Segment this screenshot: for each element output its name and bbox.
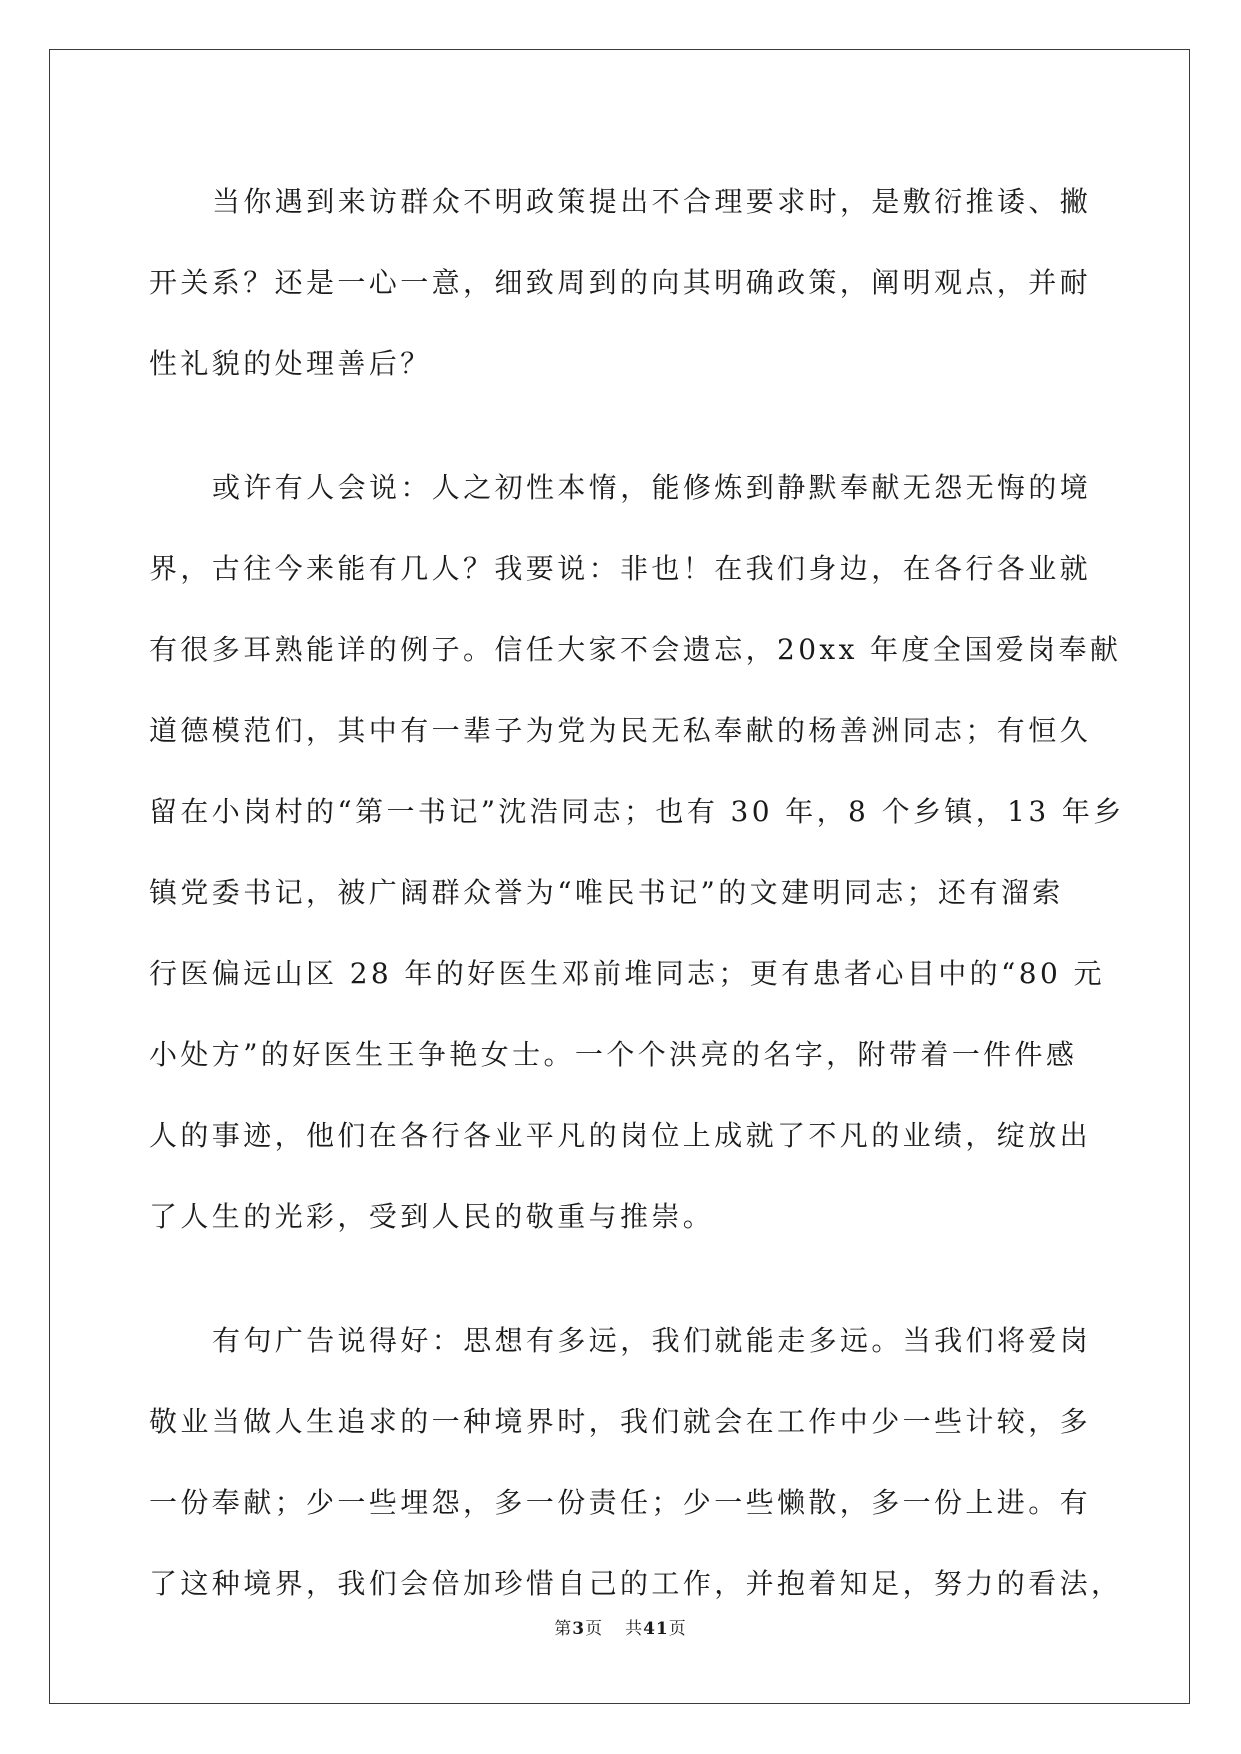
footer-page-unit: 页 — [585, 1619, 604, 1639]
text-line: 有句广告说得好：思想有多远，我们就能走多远。当我们将爱岗 — [212, 1324, 1092, 1357]
footer-total-unit: 页 — [668, 1619, 687, 1639]
document-body — [149, 161, 1125, 1667]
text-line: 道德模范们，其中有一辈子为党为民无私奉献的杨善洲同志；有恒久 — [149, 714, 1092, 747]
text-line: 留在小岗村的“第一书记”沈浩同志；也有 30 年，8 个乡镇，13 年乡 — [149, 795, 1125, 828]
text-line: 当你遇到来访群众不明政策提出不合理要求时，是敷衍推诿、撇 — [212, 185, 1092, 218]
current-page-number: 3 — [572, 1619, 586, 1639]
page-footer — [0, 1614, 1241, 1639]
total-pages-number: 41 — [643, 1619, 669, 1639]
text-line: 或许有人会说：人之初性本惰，能修炼到静默奉献无怨无悔的境 — [212, 471, 1092, 504]
paragraph-1 — [149, 161, 1109, 404]
text-line: 敬业当做人生追求的一种境界时，我们就会在工作中少一些计较，多 — [149, 1405, 1092, 1438]
text-line: 一份奉献；少一些埋怨，多一份责任；少一些懒散，多一份上进。有 — [149, 1486, 1092, 1519]
text-line: 行医偏远山区 28 年的好医生邓前堆同志；更有患者心目中的“80 元 — [149, 957, 1105, 990]
text-line: 了这种境界，我们会倍加珍惜自己的工作，并抱着知足，努力的看法， — [149, 1567, 1123, 1600]
text-line: 有很多耳熟能详的例子。信任大家不会遗忘，20xx 年度全国爱岗奉献 — [149, 633, 1122, 666]
text-line: 人的事迹，他们在各行各业平凡的岗位上成就了不凡的业绩，绽放出 — [149, 1119, 1092, 1152]
footer-total-prefix: 共 — [625, 1619, 644, 1639]
footer-prefix: 第 — [554, 1619, 573, 1639]
text-line: 开关系？还是一心一意，细致周到的向其明确政策，阐明观点，并耐 — [149, 266, 1092, 299]
text-line: 了人生的光彩，受到人民的敬重与推崇。 — [149, 1200, 715, 1233]
text-line: 界，古往今来能有几人？我要说：非也！在我们身边，在各行各业就 — [149, 552, 1092, 585]
text-line: 性礼貌的处理善后？ — [149, 347, 432, 380]
paragraph-2 — [149, 447, 1125, 1257]
text-line: 镇党委书记，被广阔群众誉为“唯民书记”的文建明同志；还有溜索 — [149, 876, 1064, 909]
paragraph-3 — [149, 1300, 1123, 1624]
text-line: 小处方”的好医生王争艳女士。一个个洪亮的名字，附带着一件件感 — [149, 1038, 1078, 1071]
